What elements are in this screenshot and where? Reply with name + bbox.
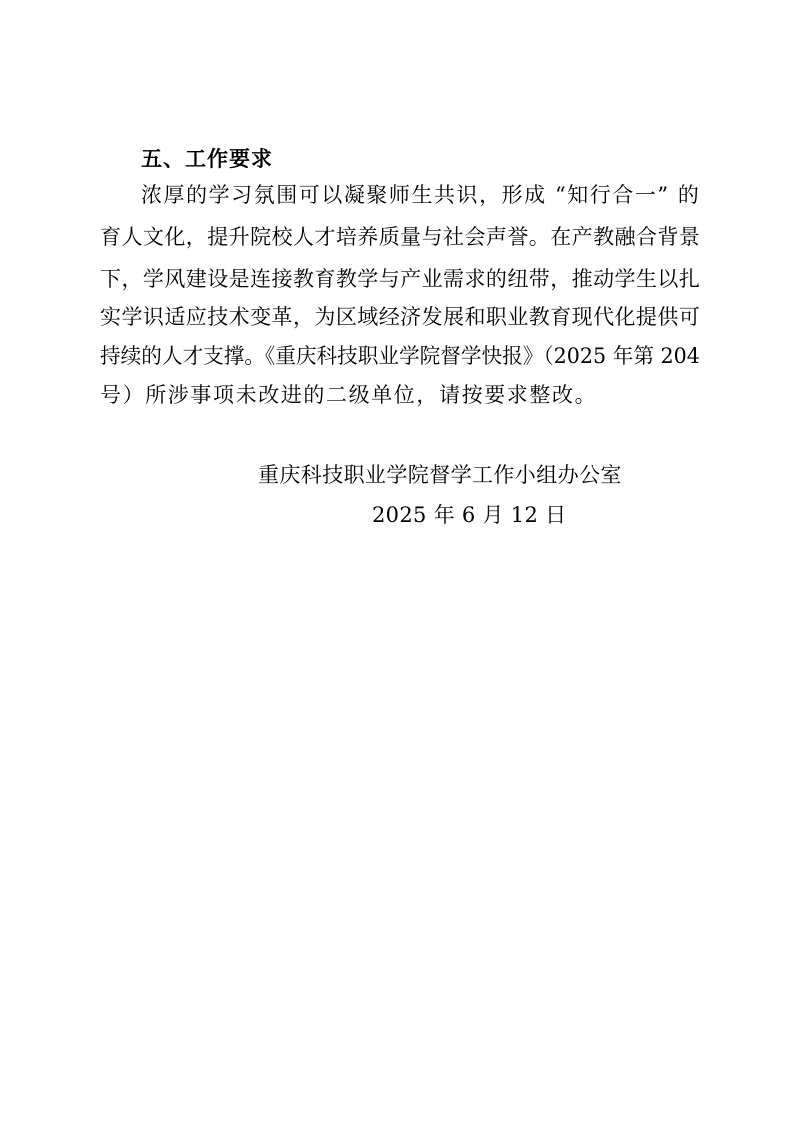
paragraph-line-5-text: 持续的人才支撑。《重庆科技职业学院督学快报》（2025 年第 204 — [100, 344, 700, 368]
paragraph-line-3 — [100, 264, 700, 294]
paragraph-line-4 — [100, 302, 700, 332]
paragraph-line-5 — [100, 341, 700, 371]
issuing-office: 重庆科技职业学院督学工作小组办公室 — [258, 463, 622, 487]
paragraph-line-4-text: 实学识适应技术变革，为区域经济发展和职业教育现代化提供可 — [100, 305, 701, 329]
paragraph-line-1 — [141, 180, 700, 210]
paragraph-line-6-text: 号）所涉事项未改进的二级单位，请按要求整改。 — [100, 383, 598, 407]
paragraph-line-6 — [100, 380, 700, 410]
paragraph-line-2-text: 育人文化，提升院校人才培养质量与社会声誉。在产教融合背景 — [100, 225, 701, 249]
paragraph-line-1-text: 浓厚的学习氛围可以凝聚师生共识，形成 “知行合一” 的 — [141, 183, 701, 207]
paragraph-line-2 — [100, 222, 700, 252]
paragraph-line-3-text: 下，学风建设是连接教育教学与产业需求的纽带，推动学生以扎 — [100, 267, 701, 291]
issue-date: 2025 年 6 月 12 日 — [372, 503, 567, 527]
section-heading: 五、工作要求 — [141, 146, 273, 171]
